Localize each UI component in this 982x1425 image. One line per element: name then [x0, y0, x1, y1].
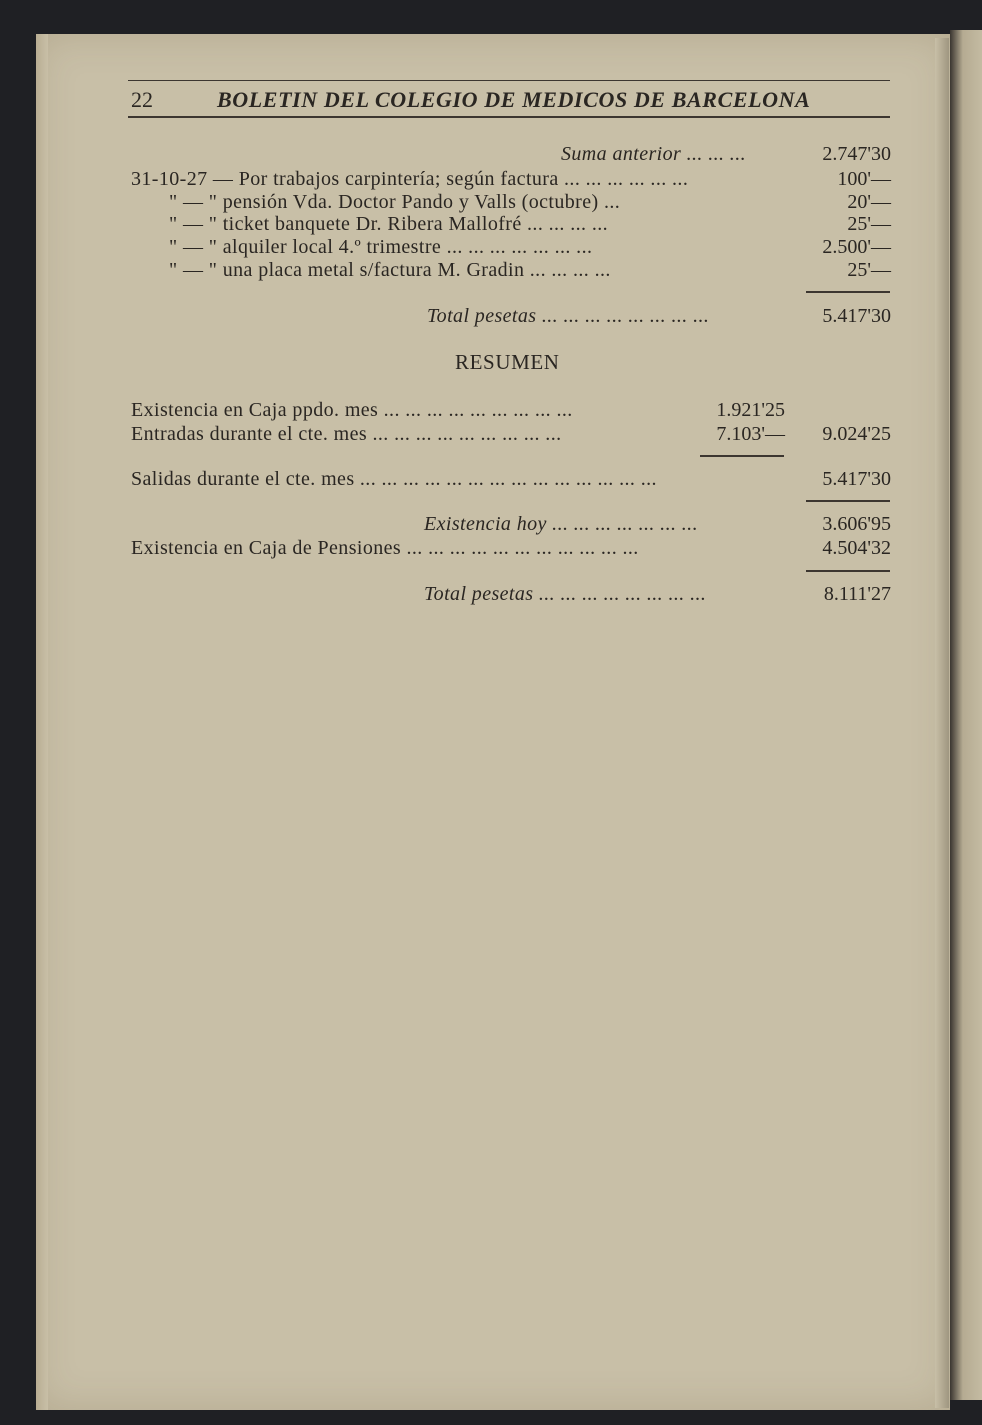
ledger-row-text: " — " alquiler local 4.º trimestre ... ... ... ... ... ... ... [169, 236, 593, 258]
header-top-rule [128, 80, 890, 81]
ledger-row-amount: 100'— [837, 168, 891, 190]
ledger-row-text: " — " ticket banquete Dr. Ribera Mallofré ... ... ... ... [169, 213, 609, 235]
ledger-total-line [131, 304, 891, 328]
ledger-total-label: Total pesetas ... ... ... ... ... ... ... ... [427, 305, 710, 327]
header-rule [128, 116, 890, 118]
ledger-row [131, 167, 891, 191]
summary-row [131, 422, 891, 446]
carried-forward-label: Suma anterior ... ... ... [561, 143, 746, 165]
ledger-row-text: 31-10-27 — Por trabajos carpintería; según factura ... ... ... ... ... ... [131, 168, 689, 190]
summary-row-label: Existencia hoy ... ... ... ... ... ... ... [424, 513, 698, 535]
summary-row-label: Entradas durante el cte. mes ... ... ... ... ... ... ... ... ... [131, 423, 562, 445]
ledger-row [131, 190, 891, 214]
grand-total-rule [806, 570, 890, 572]
page-fore-edge [935, 38, 949, 1408]
summary-row-amount: 7.103'— [716, 423, 785, 445]
facing-page-edge [950, 30, 982, 1400]
balance-rule [806, 500, 890, 502]
summary-row-label: Existencia en Caja ppdo. mes ... ... ... ... ... ... ... ... ... [131, 399, 573, 421]
ledger-row-amount: 2.500'— [822, 236, 891, 258]
summary-row-amount: 4.504'32 [822, 537, 891, 559]
summary-row [131, 536, 891, 560]
journal-title: BOLETIN DEL COLEGIO DE MEDICOS DE BARCELONA [217, 87, 811, 112]
summary-row [131, 512, 891, 536]
total-rule [806, 291, 890, 293]
page-gutter [36, 34, 48, 1410]
page-number: 22 [131, 87, 153, 112]
ledger-row-amount: 25'— [847, 213, 891, 235]
summary-row [131, 398, 891, 422]
summary-total-label: Total pesetas ... ... ... ... ... ... ... ... [424, 583, 707, 605]
summary-total-amount: 8.111'27 [823, 583, 891, 605]
carried-forward-line [131, 142, 891, 166]
running-header [131, 86, 891, 114]
ledger-row [131, 258, 891, 282]
summary-row-label: Existencia en Caja de Pensiones ... ... ... ... ... ... ... ... ... ... ... [131, 537, 639, 559]
ledger-row-amount: 25'— [847, 259, 891, 281]
summary-row [131, 467, 891, 491]
summary-row-label: Salidas durante el cte. mes ... ... ... ... ... ... ... ... ... ... ... ... ... ... [131, 468, 657, 490]
summary-row-amount: 3.606'95 [822, 513, 891, 535]
ledger-row-text: " — " pensión Vda. Doctor Pando y Valls (octubre) ... [169, 191, 621, 213]
carried-forward-amount: 2.747'30 [822, 143, 891, 165]
ledger-row-amount: 20'— [847, 191, 891, 213]
summary-row-amount: 1.921'25 [716, 399, 785, 421]
ledger-row [131, 235, 891, 259]
ledger-total-amount: 5.417'30 [822, 305, 891, 327]
summary-subtotal: 9.024'25 [822, 423, 891, 445]
summary-title: RESUMEN [455, 350, 560, 374]
subtotal-rule [700, 455, 784, 457]
summary-total-line [131, 582, 891, 606]
ledger-row [131, 212, 891, 236]
summary-row-amount: 5.417'30 [822, 468, 891, 490]
ledger-row-text: " — " una placa metal s/factura M. Gradin ... ... ... ... [169, 259, 611, 281]
